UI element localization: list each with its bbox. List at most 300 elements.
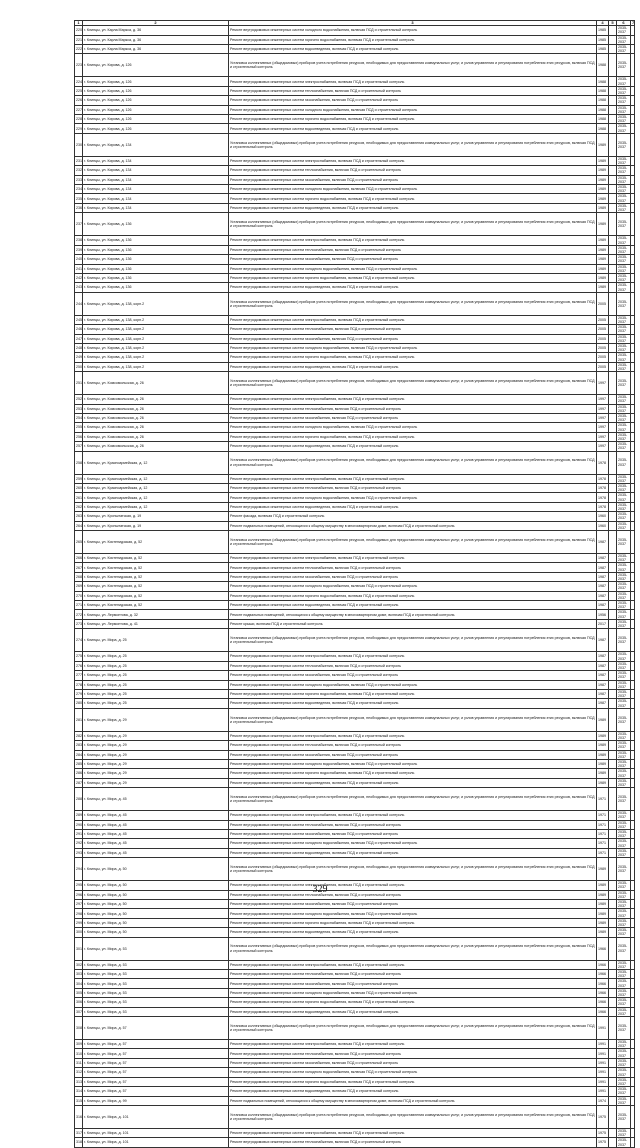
work-type-cell: Установка коллективных (общедомовых) приборов учета потребления ресурсов, необходимых для предоставления коммунальных услуг, и узлов управления и регулирования потребления этих ресурсов, включая ПСД и строительный контроль	[229, 1017, 597, 1040]
address-cell: г. Клинцы, ул. Красноармейская, д. 12	[83, 502, 229, 511]
column-header-number: 1	[75, 21, 83, 26]
table-row	[75, 96, 635, 105]
row-number: 264	[75, 521, 83, 530]
col5-cell	[609, 45, 617, 54]
col5-cell	[609, 432, 617, 441]
period-cell: 2035-2037	[617, 750, 631, 759]
col7-cell	[631, 133, 635, 156]
work-type-cell: Ремонт внутридомовых инженерных систем электроснабжения, включая ПСД и строительный контроль	[229, 1040, 597, 1049]
year-cell: 1997	[597, 413, 609, 422]
row-number: 256	[75, 432, 83, 441]
table-row	[75, 413, 635, 422]
address-cell: г. Клинцы, ул. Кирова, д. 136	[83, 264, 229, 273]
work-type-cell: Установка коллективных (общедомовых) приборов учета потребления ресурсов, необходимых для предоставления коммунальных услуг, и узлов управления и регулирования потребления этих ресурсов, включая ПСД и строительный контроль	[229, 54, 597, 77]
year-cell: 1978	[597, 451, 609, 474]
table-row	[75, 731, 635, 740]
work-type-cell: Ремонт внутридомовых инженерных систем водоотведения, включая ПСД и строительный контроль	[229, 699, 597, 708]
address-cell: г. Клинцы, ул. Мира, д. 50	[83, 890, 229, 899]
row-number: 260	[75, 484, 83, 493]
work-type-cell: Установка коллективных (общедомовых) приборов учета потребления ресурсов, необходимых для предоставления коммунальных услуг, и узлов управления и регулирования потребления этих ресурсов, включая ПСД и строительный контроль	[229, 133, 597, 156]
table-row	[75, 629, 635, 652]
year-cell: 1987	[597, 554, 609, 563]
table-row	[75, 264, 635, 273]
year-cell: 2005	[597, 325, 609, 334]
table-row	[75, 175, 635, 184]
row-number: 310	[75, 1049, 83, 1058]
work-type-cell: Ремонт внутридомовых инженерных систем теплоснабжения, включая ПСД и строительный контроль	[229, 970, 597, 979]
year-cell: 1989	[597, 133, 609, 156]
address-cell: г. Клинцы, ул. Мира, д. 53	[83, 937, 229, 960]
table-row	[75, 1058, 635, 1067]
row-number: 223	[75, 54, 83, 77]
work-type-cell: Ремонт внутридомовых инженерных систем электроснабжения, включая ПСД и строительный контроль	[229, 731, 597, 740]
col5-cell	[609, 264, 617, 273]
year-cell: 2005	[597, 353, 609, 362]
work-type-cell: Ремонт внутридомовых инженерных систем газоснабжения, включая ПСД и строительный контроль	[229, 979, 597, 988]
address-cell: г. Клинцы, ул. Кирова, д. 138, корп.2	[83, 362, 229, 371]
address-cell: г. Клинцы, ул. Мира, д. 29	[83, 731, 229, 740]
row-number: 237	[75, 213, 83, 236]
address-cell: г. Клинцы, ул. Мира, д. 29	[83, 708, 229, 731]
year-cell: 1966	[597, 988, 609, 997]
work-type-cell: Ремонт внутридомовых инженерных систем газоснабжения, включая ПСД и строительный контроль	[229, 255, 597, 264]
row-number: 282	[75, 731, 83, 740]
col5-cell	[609, 245, 617, 254]
row-number: 234	[75, 185, 83, 194]
col5-cell	[609, 521, 617, 530]
table-row	[75, 115, 635, 124]
work-type-cell: Ремонт внутридомовых инженерных систем газоснабжения, включая ПСД и строительный контроль	[229, 413, 597, 422]
col5-cell	[609, 811, 617, 820]
work-type-cell: Ремонт внутридомовых инженерных систем теплоснабжения, включая ПСД и строительный контроль	[229, 741, 597, 750]
row-number: 229	[75, 124, 83, 133]
col5-cell	[609, 900, 617, 909]
address-cell: г. Клинцы, ул. Кирова, д. 126	[83, 105, 229, 114]
address-cell: г. Клинцы, ул. Лермонтова, д. 32	[83, 610, 229, 619]
col5-cell	[609, 759, 617, 768]
address-cell: г. Клинцы, ул. Мира, д. 25	[83, 629, 229, 652]
col5-cell	[609, 839, 617, 848]
col7-cell	[631, 970, 635, 979]
row-number: 248	[75, 343, 83, 352]
work-type-cell: Ремонт внутридомовых инженерных систем теплоснабжения, включая ПСД и строительный контроль	[229, 404, 597, 413]
column-header-work-type: 3	[229, 21, 597, 26]
row-number: 280	[75, 699, 83, 708]
period-cell: 2035-2037	[617, 699, 631, 708]
col5-cell	[609, 582, 617, 591]
period-cell: 2035-2037	[617, 741, 631, 750]
year-cell: 1966	[597, 998, 609, 1007]
row-number: 236	[75, 203, 83, 212]
row-number: 284	[75, 750, 83, 759]
period-cell: 2035-2037	[617, 442, 631, 451]
col5-cell	[609, 601, 617, 610]
col7-cell	[631, 474, 635, 483]
table-row	[75, 601, 635, 610]
work-type-cell: Установка коллективных (общедомовых) приборов учета потребления ресурсов, необходимых для предоставления коммунальных услуг, и узлов управления и регулирования потребления этих ресурсов, включая ПСД и строительный контроль	[229, 858, 597, 881]
year-cell: 1988	[597, 86, 609, 95]
period-cell: 2035-2037	[617, 890, 631, 899]
year-cell: 1989	[597, 759, 609, 768]
address-cell: г. Клинцы, ул. Кирова, д. 136	[83, 283, 229, 292]
address-cell: г. Клинцы, ул. Мира, д. 57	[83, 1049, 229, 1058]
address-cell: г. Клинцы, ул. Мира, д. 29	[83, 778, 229, 787]
period-cell: 2035-2037	[617, 105, 631, 114]
work-type-cell: Установка коллективных (общедомовых) приборов учета потребления ресурсов, необходимых для предоставления коммунальных услуг, и узлов управления и регулирования потребления этих ресурсов, включая ПСД и строительный контроль	[229, 708, 597, 731]
period-cell: 2035-2037	[617, 474, 631, 483]
table-row	[75, 484, 635, 493]
period-cell: 2035-2037	[617, 484, 631, 493]
row-number: 274	[75, 629, 83, 652]
address-cell: г. Клинцы, ул. Мира, д. 50	[83, 928, 229, 937]
col7-cell	[631, 484, 635, 493]
period-cell: 2035-2037	[617, 610, 631, 619]
period-cell: 2035-2037	[617, 353, 631, 362]
work-type-cell: Ремонт внутридомовых инженерных систем горячего водоснабжения, включая ПСД и строительный контроль	[229, 35, 597, 44]
col7-cell	[631, 213, 635, 236]
year-cell: 1989	[597, 194, 609, 203]
col5-cell	[609, 708, 617, 731]
period-cell: 2035-2037	[617, 1105, 631, 1128]
row-number: 300	[75, 928, 83, 937]
row-number: 251	[75, 372, 83, 395]
col7-cell	[631, 811, 635, 820]
year-cell: 1997	[597, 395, 609, 404]
address-cell: г. Клинцы, ул. Кирова, д. 138, корп.2	[83, 343, 229, 352]
row-number: 255	[75, 423, 83, 432]
row-number: 238	[75, 236, 83, 245]
col5-cell	[609, 484, 617, 493]
table-row	[75, 998, 635, 1007]
year-cell: 1991	[597, 1087, 609, 1096]
table-row	[75, 1049, 635, 1058]
year-cell: 1974	[597, 1096, 609, 1105]
work-type-cell: Ремонт внутридомовых инженерных систем теплоснабжения, включая ПСД и строительный контроль	[229, 484, 597, 493]
address-cell: г. Клинцы, ул. Мира, д. 57	[83, 1087, 229, 1096]
address-cell: г. Клинцы, ул. Мира, д. 53	[83, 988, 229, 997]
col5-cell	[609, 778, 617, 787]
period-cell: 2035-2037	[617, 839, 631, 848]
period-cell: 2035-2037	[617, 423, 631, 432]
year-cell: 1997	[597, 404, 609, 413]
address-cell: г. Клинцы, ул. Кирова, д. 138, корп.2	[83, 353, 229, 362]
address-cell: г. Клинцы, ул. Кирова, д. 136	[83, 255, 229, 264]
period-cell: 2035-2037	[617, 979, 631, 988]
year-cell: 1966	[597, 937, 609, 960]
work-type-cell: Ремонт внутридомовых инженерных систем холодного водоснабжения, включая ПСД и строительный контроль	[229, 839, 597, 848]
row-number: 305	[75, 988, 83, 997]
col5-cell	[609, 998, 617, 1007]
col7-cell	[631, 848, 635, 857]
row-number: 254	[75, 413, 83, 422]
period-cell: 2035-2037	[617, 671, 631, 680]
year-cell: 1989	[597, 731, 609, 740]
year-cell: 2017	[597, 619, 609, 628]
row-number: 289	[75, 811, 83, 820]
address-cell: г. Клинцы, ул. Карла Маркса, д. 36	[83, 26, 229, 35]
year-cell: 1978	[597, 484, 609, 493]
address-cell: г. Клинцы, ул. Кирова, д. 136	[83, 213, 229, 236]
work-type-cell: Ремонт внутридомовых инженерных систем водоотведения, включая ПСД и строительный контроль	[229, 1007, 597, 1016]
year-cell: 1989	[597, 778, 609, 787]
col5-cell	[609, 1138, 617, 1147]
year-cell: 1987	[597, 680, 609, 689]
period-cell: 2035-2037	[617, 175, 631, 184]
work-type-cell: Ремонт внутридомовых инженерных систем электроснабжения, включая ПСД и строительный контроль	[229, 811, 597, 820]
table-row	[75, 1087, 635, 1096]
work-type-cell: Ремонт внутридомовых инженерных систем электроснабжения, включая ПСД и строительный контроль	[229, 1128, 597, 1137]
col7-cell	[631, 372, 635, 395]
period-cell: 2035-2037	[617, 96, 631, 105]
period-cell: 2035-2037	[617, 203, 631, 212]
address-cell: г. Клинцы, ул. Красноармейская, д. 12	[83, 474, 229, 483]
table-row	[75, 35, 635, 44]
col7-cell	[631, 1017, 635, 1040]
year-cell: 1971	[597, 788, 609, 811]
work-type-cell: Ремонт внутридомовых инженерных систем электроснабжения, включая ПСД и строительный контроль	[229, 960, 597, 969]
year-cell: 1989	[597, 156, 609, 165]
year-cell: 1987	[597, 531, 609, 554]
address-cell: г. Клинцы, ул. Кистенидзская, д. 52	[83, 582, 229, 591]
col5-cell	[609, 1058, 617, 1067]
col7-cell	[631, 325, 635, 334]
table-row	[75, 86, 635, 95]
address-cell: г. Клинцы, ул. Кистенидзская, д. 52	[83, 572, 229, 581]
work-type-cell: Ремонт внутридомовых инженерных систем холодного водоснабжения, включая ПСД и строительный контроль	[229, 493, 597, 502]
address-cell: г. Клинцы, ул. Мира, д. 25	[83, 689, 229, 698]
row-number: 253	[75, 404, 83, 413]
year-cell: 1989	[597, 881, 609, 890]
col5-cell	[609, 236, 617, 245]
col7-cell	[631, 531, 635, 554]
period-cell: 2035-2037	[617, 998, 631, 1007]
row-number: 266	[75, 554, 83, 563]
col5-cell	[609, 610, 617, 619]
period-cell: 2035-2037	[617, 1096, 631, 1105]
col5-cell	[609, 937, 617, 960]
col5-cell	[609, 1128, 617, 1137]
work-type-cell: Ремонт внутридомовых инженерных систем газоснабжения, включая ПСД и строительный контроль	[229, 96, 597, 105]
period-cell: 2035-2037	[617, 493, 631, 502]
table-row	[75, 900, 635, 909]
table-row	[75, 26, 635, 35]
year-cell: 1989	[597, 175, 609, 184]
year-cell: 1988	[597, 77, 609, 86]
address-cell: г. Клинцы, ул. Кирова, д. 138, корп.2	[83, 325, 229, 334]
col5-cell	[609, 629, 617, 652]
period-cell: 2035-2037	[617, 778, 631, 787]
work-type-cell: Установка коллективных (общедомовых) приборов учета потребления ресурсов, необходимых для предоставления коммунальных услуг, и узлов управления и регулирования потребления этих ресурсов, включая ПСД и строительный контроль	[229, 788, 597, 811]
col7-cell	[631, 343, 635, 352]
table-row	[75, 451, 635, 474]
table-row	[75, 988, 635, 997]
col7-cell	[631, 245, 635, 254]
row-number: 275	[75, 652, 83, 661]
row-number: 241	[75, 264, 83, 273]
row-number: 318	[75, 1138, 83, 1147]
year-cell: 1989	[597, 283, 609, 292]
table-row	[75, 325, 635, 334]
row-number: 314	[75, 1087, 83, 1096]
col5-cell	[609, 54, 617, 77]
row-number: 239	[75, 245, 83, 254]
table-row	[75, 213, 635, 236]
year-cell: 1989	[597, 245, 609, 254]
work-type-cell: Ремонт внутридомовых инженерных систем горячего водоснабжения, включая ПСД и строительный контроль	[229, 194, 597, 203]
col5-cell	[609, 26, 617, 35]
col5-cell	[609, 531, 617, 554]
col5-cell	[609, 652, 617, 661]
period-cell: 2035-2037	[617, 708, 631, 731]
table-row	[75, 432, 635, 441]
work-type-cell: Ремонт внутридомовых инженерных систем горячего водоснабжения, включая ПСД и строительный контроль	[229, 432, 597, 441]
row-number: 268	[75, 572, 83, 581]
col7-cell	[631, 661, 635, 670]
work-type-cell: Ремонт внутридомовых инженерных систем водоотведения, включая ПСД и строительный контроль	[229, 362, 597, 371]
col7-cell	[631, 788, 635, 811]
row-number: 287	[75, 778, 83, 787]
col5-cell	[609, 105, 617, 114]
work-type-cell: Ремонт внутридомовых инженерных систем холодного водоснабжения, включая ПСД и строительный контроль	[229, 26, 597, 35]
period-cell: 2035-2037	[617, 531, 631, 554]
year-cell: 1991	[597, 1058, 609, 1067]
address-cell: г. Клинцы, ул. Мира, д. 53	[83, 960, 229, 969]
address-cell: г. Клинцы, ул. Мира, д. 29	[83, 741, 229, 750]
year-cell: 1966	[597, 960, 609, 969]
year-cell: 1988	[597, 115, 609, 124]
year-cell: 1989	[597, 166, 609, 175]
col5-cell	[609, 353, 617, 362]
table-row	[75, 194, 635, 203]
period-cell: 2035-2037	[617, 731, 631, 740]
col5-cell	[609, 343, 617, 352]
row-number: 247	[75, 334, 83, 343]
row-number: 252	[75, 395, 83, 404]
row-number: 222	[75, 45, 83, 54]
row-number: 299	[75, 918, 83, 927]
period-cell: 2035-2037	[617, 661, 631, 670]
address-cell: г. Клинцы, ул. Кистенидзская, д. 52	[83, 554, 229, 563]
col5-cell	[609, 194, 617, 203]
work-type-cell: Ремонт внутридомовых инженерных систем электроснабжения, включая ПСД и строительный контроль	[229, 236, 597, 245]
period-cell: 2035-2037	[617, 451, 631, 474]
col7-cell	[631, 998, 635, 1007]
work-type-cell: Ремонт внутридомовых инженерных систем электроснабжения, включая ПСД и строительный контроль	[229, 315, 597, 324]
col5-cell	[609, 591, 617, 600]
col7-cell	[631, 1138, 635, 1147]
col7-cell	[631, 619, 635, 628]
column-header-period: 6	[617, 21, 631, 26]
work-type-cell: Ремонт внутридомовых инженерных систем горячего водоснабжения, включая ПСД и строительный контроль	[229, 591, 597, 600]
table-row	[75, 502, 635, 511]
period-cell: 2035-2037	[617, 769, 631, 778]
table-row	[75, 582, 635, 591]
col5-cell	[609, 325, 617, 334]
year-cell: 1988	[597, 124, 609, 133]
col7-cell	[631, 582, 635, 591]
work-type-cell: Ремонт внутридомовых инженерных систем газоснабжения, включая ПСД и строительный контроль	[229, 671, 597, 680]
row-number: 240	[75, 255, 83, 264]
table-row	[75, 811, 635, 820]
work-type-cell: Установка коллективных (общедомовых) приборов учета потребления ресурсов, необходимых для предоставления коммунальных услуг, и узлов управления и регулирования потребления этих ресурсов, включая ПСД и строительный контроль	[229, 213, 597, 236]
period-cell: 2035-2037	[617, 900, 631, 909]
work-type-cell: Установка коллективных (общедомовых) приборов учета потребления ресурсов, необходимых для предоставления коммунальных услуг, и узлов управления и регулирования потребления этих ресурсов, включая ПСД и строительный контроль	[229, 451, 597, 474]
address-cell: г. Клинцы, ул. Мира, д. 53	[83, 1007, 229, 1016]
col5-cell	[609, 413, 617, 422]
row-number: 249	[75, 353, 83, 362]
col5-cell	[609, 372, 617, 395]
table-row	[75, 45, 635, 54]
table-row	[75, 937, 635, 960]
period-cell: 2035-2037	[617, 77, 631, 86]
col7-cell	[631, 45, 635, 54]
address-cell: г. Клинцы, ул. Кирова, д. 126	[83, 86, 229, 95]
year-cell: 2005	[597, 315, 609, 324]
col5-cell	[609, 699, 617, 708]
year-cell: 1978	[597, 502, 609, 511]
period-cell: 2035-2037	[617, 292, 631, 315]
col5-cell	[609, 124, 617, 133]
work-type-cell: Ремонт внутридомовых инженерных систем теплоснабжения, включая ПСД и строительный контроль	[229, 1049, 597, 1058]
period-cell: 2035-2037	[617, 115, 631, 124]
table-row	[75, 474, 635, 483]
col5-cell	[609, 395, 617, 404]
address-cell: г. Клинцы, ул. Кирова, д. 126	[83, 54, 229, 77]
col5-cell	[609, 661, 617, 670]
address-cell: г. Клинцы, ул. Кирова, д. 126	[83, 115, 229, 124]
col7-cell	[631, 769, 635, 778]
col5-cell	[609, 283, 617, 292]
year-cell: 1989	[597, 890, 609, 899]
year-cell: 1987	[597, 671, 609, 680]
year-cell: 1960	[597, 512, 609, 521]
period-cell: 2035-2037	[617, 133, 631, 156]
row-number: 298	[75, 909, 83, 918]
table-row	[75, 689, 635, 698]
row-number: 303	[75, 970, 83, 979]
col5-cell	[609, 970, 617, 979]
table-row	[75, 531, 635, 554]
col5-cell	[609, 292, 617, 315]
col7-cell	[631, 35, 635, 44]
col5-cell	[609, 1077, 617, 1086]
work-type-cell: Ремонт внутридомовых инженерных систем холодного водоснабжения, включая ПСД и строительный контроль	[229, 1068, 597, 1077]
address-cell: г. Клинцы, ул. Мира, д. 50	[83, 900, 229, 909]
address-cell: г. Клинцы, ул. Мира, д. 57	[83, 1068, 229, 1077]
work-type-cell: Установка коллективных (общедомовых) приборов учета потребления ресурсов, необходимых для предоставления коммунальных услуг, и узлов управления и регулирования потребления этих ресурсов, включая ПСД и строительный контроль	[229, 629, 597, 652]
address-cell: г. Клинцы, ул. Кирова, д. 136	[83, 273, 229, 282]
period-cell: 2035-2037	[617, 1058, 631, 1067]
row-number: 272	[75, 610, 83, 619]
year-cell: 1989	[597, 909, 609, 918]
table-row	[75, 554, 635, 563]
col7-cell	[631, 988, 635, 997]
row-number: 279	[75, 689, 83, 698]
table-row	[75, 283, 635, 292]
table-row	[75, 610, 635, 619]
period-cell: 2035-2037	[617, 264, 631, 273]
address-cell: г. Клинцы, ул. Кирова, д. 138, корп.2	[83, 334, 229, 343]
period-cell: 2035-2037	[617, 652, 631, 661]
col5-cell	[609, 96, 617, 105]
table-row	[75, 960, 635, 969]
period-cell: 2035-2037	[617, 554, 631, 563]
year-cell: 1991	[597, 1049, 609, 1058]
col7-cell	[631, 554, 635, 563]
work-type-cell: Ремонт внутридомовых инженерных систем горячего водоснабжения, включая ПСД и строительный контроль	[229, 1077, 597, 1086]
period-cell: 2035-2037	[617, 395, 631, 404]
period-cell: 2035-2037	[617, 245, 631, 254]
